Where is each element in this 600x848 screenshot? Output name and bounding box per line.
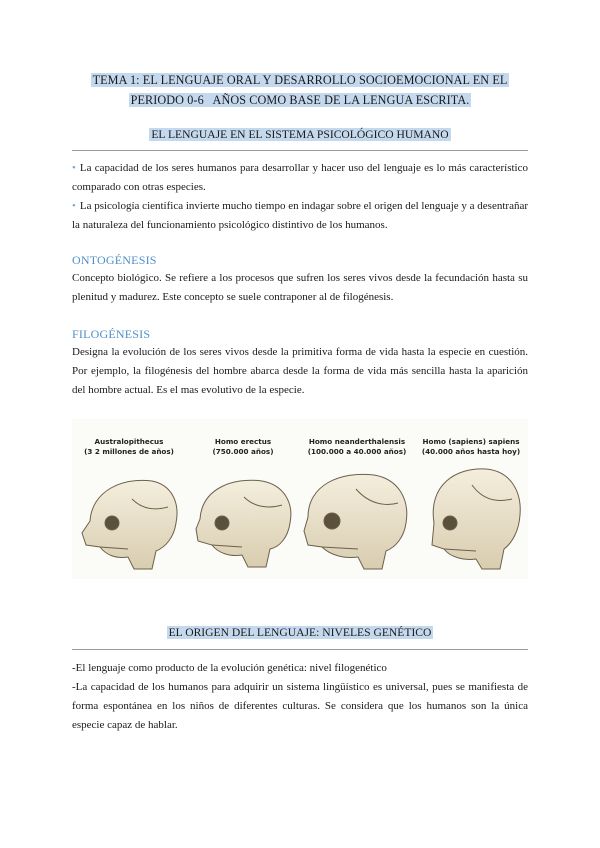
ontogenesis-heading: ONTOGÉNESIS [72,253,157,267]
bullet-item: • La psicología científica invierte mucho tiempo en indagar sobre el origen del lenguaje y a desentrañar la naturaleza del funcionamiento psicológico distintivo de los humanos. [72,200,528,231]
neanderthal-skull-icon [304,474,407,569]
bullet-item: • La capacidad de los seres humanos para desarrollar y hacer uso del lenguaje es lo más característico comparado con otras especies. [72,162,528,193]
ontogenesis-text: Concepto biológico. Se refiere a los procesos que sufren los seres vivos desde la fecundación hasta su plenitud y madurez. Este concepto se suele contraponer al de filogénesis. [72,272,528,303]
section-divider [72,649,528,650]
species-label: Homo neanderthalensis (100.000 a 40.000 años) [307,437,407,456]
species-label: Homo (sapiens) sapiens (40.000 años hasta hoy) [421,437,521,456]
filogenesis-text: Designa la evolución de los seres vivos desde la primitiva forma de vida hasta la especie en cuestión. Por ejemplo, la filogénesis del hombre abarca desde la forma de vida más sencilla hasta la aparición del hombre actual. Es el mas evolutivo de la especie. [72,346,528,396]
homo-erectus-skull-icon [196,480,291,567]
section1-bullets [72,159,528,235]
homo-sapiens-skull-icon [432,469,520,569]
bullet-icon: • [72,162,76,174]
bullet-icon: • [72,200,76,212]
australopithecus-skull-icon [82,480,177,569]
species-label: Australopithecus (3 2 millones de años) [84,437,174,456]
title-line-2: PERIODO 0-6 AÑOS COMO BASE DE LA LENGUA ESCRITA. [130,92,470,107]
filogenesis-heading: FILOGÉNESIS [72,327,151,341]
skulls-illustration [72,419,528,579]
skull-evolution-figure [72,419,528,579]
title-line-1: TEMA 1: EL LENGUAJE ORAL Y DESARROLLO SOCIOEMOCIONAL EN EL [92,73,508,87]
section-heading-origin: EL ORIGEN DEL LENGUAJE: NIVELES GENÉTICO [168,626,432,639]
document-title [72,71,528,110]
species-label: Homo erectus (750.000 años) [212,437,274,456]
section-heading-psychological-system: EL LENGUAJE EN EL SISTEMA PSICOLÓGICO HUMANO [151,128,449,141]
section-divider [72,150,528,151]
section2-text [72,659,528,735]
list-item: -El lenguaje como producto de la evolución genética: nivel filogenético [72,662,387,674]
list-item: -La capacidad de los humanos para adquirir un sistema lingüístico es universal, pues se manifiesta de forma espontánea en los niños de diferentes culturas. Se considera que los humanos son la única especie capaz de hablar. [72,681,528,731]
